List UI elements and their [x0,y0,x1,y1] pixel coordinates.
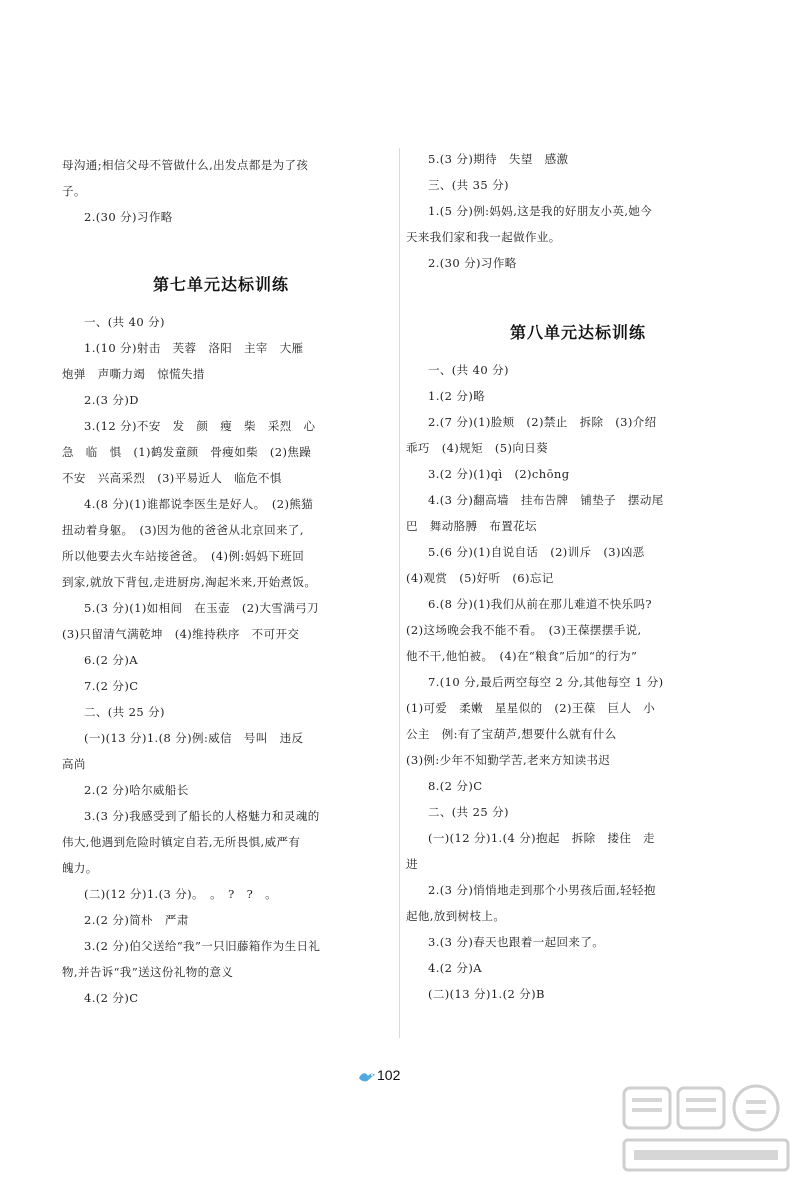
column-divider [399,148,400,1038]
watermark-logo [618,1080,794,1176]
answer-line: 高尚 [62,757,86,771]
answer-line: 3.(3 分)春天也跟着一起回来了。 [428,935,605,949]
answer-line: 5.(3 分)期待 失望 感激 [428,152,569,166]
answer-line: (1)可爱 柔嫩 星星似的 (2)王葆 巨人 小 [406,701,656,715]
answer-line: 子。 [62,184,86,198]
answer-line: 乖巧 (4)规矩 (5)向日葵 [406,441,549,455]
answer-line: 巴 舞动胳膊 布置花坛 [406,519,537,533]
answer-line: (3)例:少年不知勤学苦,老来方知读书迟 [406,753,611,767]
answer-line: 急 临 惧 (1)鹤发童颜 骨瘦如柴 (2)焦躁 [62,445,312,459]
answer-line: 所以他要去火车站接爸爸。 (4)例:妈妈下班回 [62,549,305,563]
answer-line: (2)这场晚会我不能不看。 (3)王葆摆摆手说, [406,623,642,637]
answer-line: 他不干,他怕被。 (4)在“粮食”后加“的行为” [406,649,638,663]
answer-line: 魄力。 [62,861,98,875]
answer-line: 母沟通;相信父母不管做什么,出发点都是为了孩 [62,158,309,172]
answer-line: (二)(13 分)1.(2 分)B [428,987,545,1001]
answer-line: 天来我们家和我一起做作业。 [406,230,561,244]
answer-line: 进 [406,857,418,871]
answer-line: 公主 例:有了宝葫芦,想要什么就有什么 [406,727,617,741]
answer-line: 2.(2 分)简朴 严肃 [84,913,189,927]
answer-line: 6.(8 分)(1)我们从前在那儿难道不快乐吗? [428,597,652,611]
answer-line: 起他,放到树枝上。 [406,909,506,923]
answer-line: 扭动着身躯。 (3)因为他的爸爸从北京回来了, [62,523,304,537]
answer-line: 炮弹 声嘶力竭 惊慌失措 [62,367,205,381]
unit-8-title: 第八单元达标训练 [509,323,646,342]
answer-line: 4.(2 分)C [84,991,139,1005]
answer-line: 伟大,他遇到危险时镇定自若,无所畏惧,威严有 [62,835,301,849]
answer-line: 2.(30 分)习作略 [84,210,173,224]
bird-icon [358,1070,376,1084]
answer-line: 三、(共 35 分) [428,178,509,192]
answer-line: 8.(2 分)C [428,779,483,793]
answer-line: 一、(共 40 分) [428,363,509,377]
answer-line: 二、(共 25 分) [84,705,165,719]
answer-line: 2.(7 分)(1)脸颊 (2)禁止 拆除 (3)介绍 [428,415,657,429]
answer-line: 7.(2 分)C [84,679,139,693]
page-number: 102 [377,1067,401,1083]
answer-line: 到家,就放下背包,走进厨房,淘起米来,开始煮饭。 [62,575,317,589]
answer-line: 5.(3 分)(1)如相间 在玉壶 (2)大雪满弓刀 [84,601,319,615]
answer-line: 4.(2 分)A [428,961,482,975]
unit-7-title: 第七单元达标训练 [152,275,289,294]
answer-line: 7.(10 分,最后两空每空 2 分,其他每空 1 分) [428,675,664,689]
answer-line: 1.(2 分)略 [428,389,486,403]
answer-line: 2.(30 分)习作略 [428,256,517,270]
answer-line: 物,并告诉“我”送这份礼物的意义 [62,965,234,979]
answer-line: 5.(6 分)(1)自说自话 (2)训斥 (3)凶恶 [428,545,645,559]
answer-line: (一)(12 分)1.(4 分)抱起 拆除 搂住 走 [428,831,656,845]
answer-line: (二)(12 分)1.(3 分)。 。 ? ? 。 [84,887,277,901]
answer-line: 1.(10 分)射击 芙蓉 洛阳 主宰 大雁 [84,341,304,355]
answer-line: (4)观赏 (5)好听 (6)忘记 [406,571,554,585]
answer-line: 一、(共 40 分) [84,315,165,329]
answer-line: 2.(3 分)D [84,393,139,407]
answer-line: 2.(3 分)悄悄地走到那个小男孩后面,轻轻抱 [428,883,656,897]
answer-line: 二、(共 25 分) [428,805,509,819]
answer-line: 3.(2 分)(1)qì (2)chōng [428,467,570,481]
answer-line: 3.(2 分)伯父送给“我”一只旧藤箱作为生日礼 [84,939,321,953]
answer-line: 3.(12 分)不安 发 颜 瘦 柴 采烈 心 [84,419,316,433]
answer-line: 4.(8 分)(1)谁都说李医生是好人。 (2)熊猫 [84,497,314,511]
answer-line: 2.(2 分)哈尔威船长 [84,783,189,797]
answer-line: 3.(3 分)我感受到了船长的人格魅力和灵魂的 [84,809,320,823]
answer-line: 不安 兴高采烈 (3)平易近人 临危不惧 [62,471,282,485]
answer-line: 1.(5 分)例:妈妈,这是我的好朋友小英,她今 [428,204,653,218]
answer-line: 4.(3 分)翻高墙 挂布告牌 铺垫子 摆动尾 [428,493,664,507]
answer-line: (3)只留清气满乾坤 (4)维持秩序 不可开交 [62,627,300,641]
answer-line: (一)(13 分)1.(8 分)例:威信 号叫 违反 [84,731,304,745]
answer-line: 6.(2 分)A [84,653,138,667]
